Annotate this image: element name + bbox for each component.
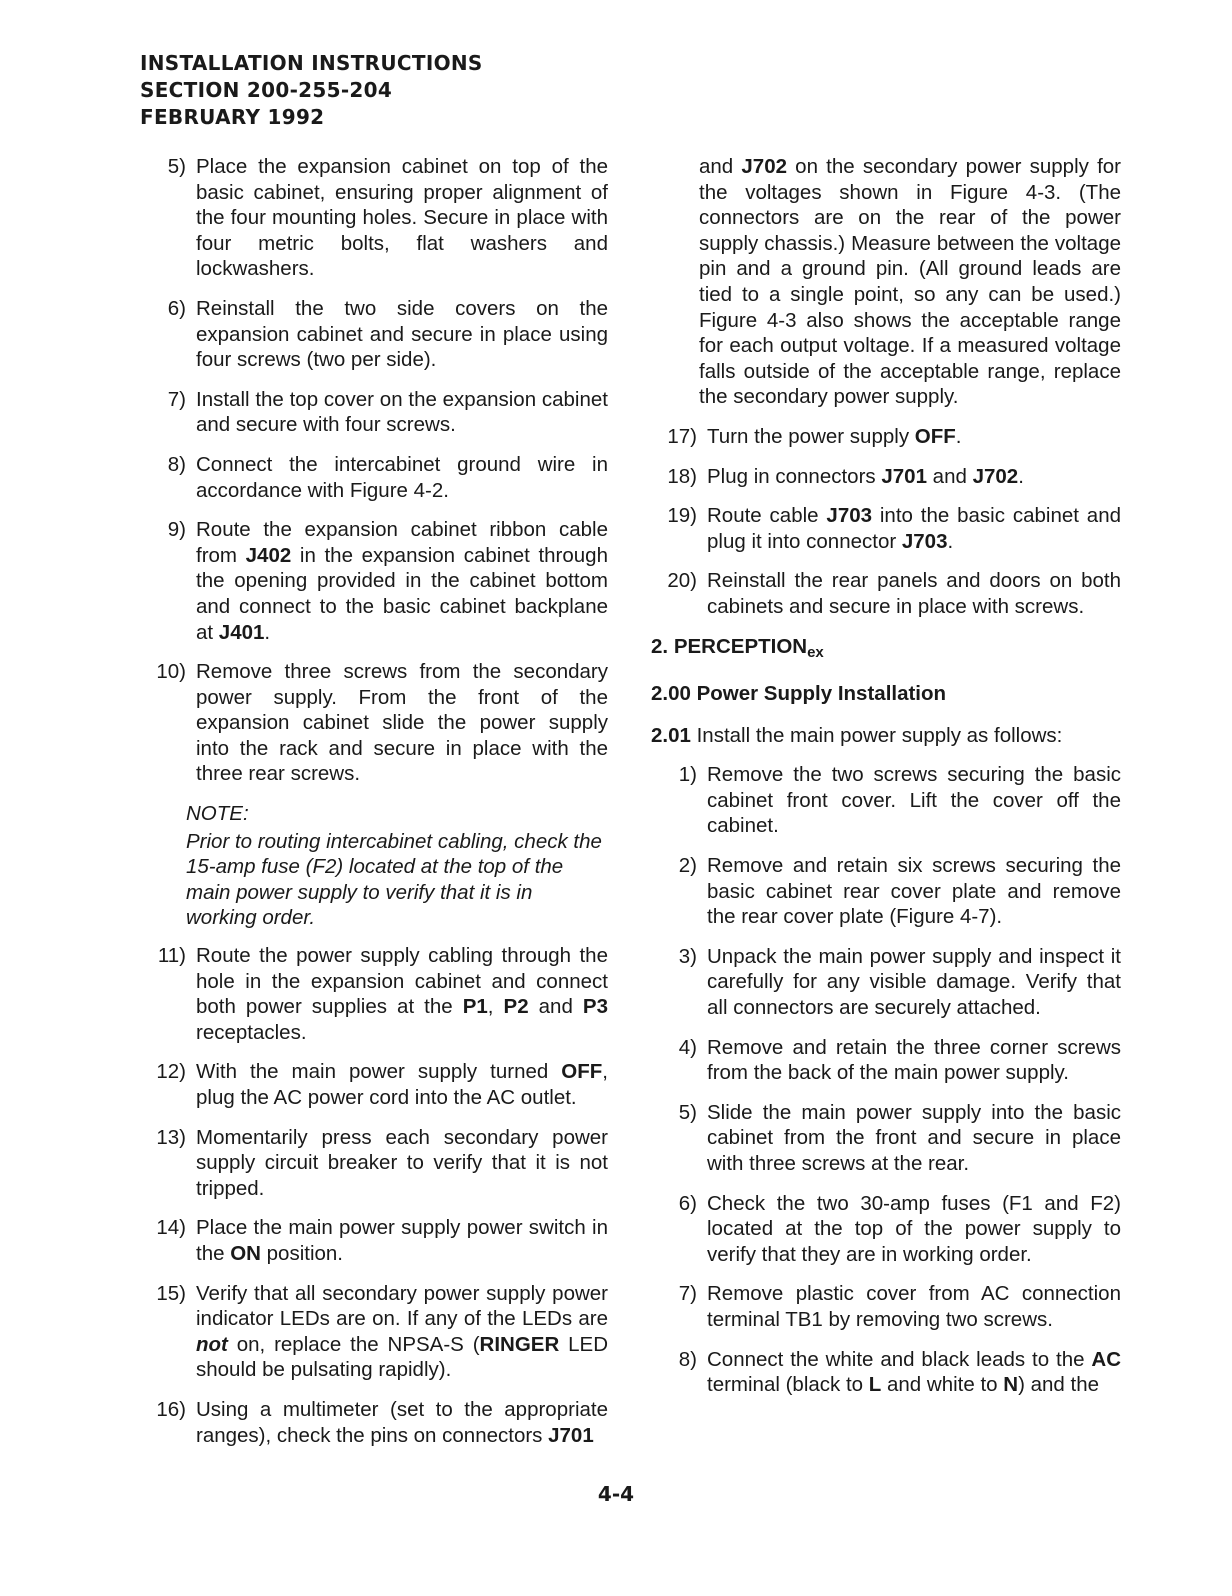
step-number: 10) bbox=[156, 660, 186, 684]
list-item bbox=[651, 1281, 1121, 1332]
step-number: 6) bbox=[167, 296, 186, 320]
list-item bbox=[651, 853, 1121, 930]
step-text: Slide the main power supply into the basic cabinet from the front and secure in place with three screws at the rear. bbox=[707, 1100, 1121, 1175]
step-number: 4) bbox=[678, 1035, 697, 1059]
step-number: 19) bbox=[667, 504, 697, 528]
step-text: With the main power supply turned OFF, plug the AC power cord into the AC outlet. bbox=[196, 1060, 608, 1109]
step-text: Verify that all secondary power supply power indicator LEDs are on. If any of the LEDs are not on, replace the NPSA-S (RINGER LED should be pulsating rapidly). bbox=[196, 1281, 608, 1382]
step-number: 6) bbox=[678, 1191, 697, 1215]
list-item bbox=[140, 1125, 608, 1202]
list-item bbox=[651, 503, 1121, 554]
step-number: 9) bbox=[167, 518, 186, 542]
step-number: 15) bbox=[156, 1281, 186, 1305]
step-number: 7) bbox=[167, 387, 186, 411]
step-text: Unpack the main power supply and inspect it carefully for any visible damage. Verify that all connectors are securely attached. bbox=[707, 944, 1121, 1020]
list-item bbox=[140, 1397, 608, 1448]
list-item bbox=[140, 517, 608, 645]
note-title: NOTE: bbox=[186, 802, 249, 826]
step-number: 8) bbox=[167, 452, 186, 476]
step-number: 8) bbox=[678, 1347, 697, 1371]
note-text: Prior to routing intercabinet cabling, check the 15-amp fuse (F2) located at the top of the main power supply to verify that it is in working order. bbox=[186, 829, 602, 930]
step-number: 14) bbox=[156, 1216, 186, 1240]
header-title: INSTALLATION INSTRUCTIONS bbox=[140, 51, 483, 75]
step-number: 5) bbox=[678, 1100, 697, 1124]
step-number: 12) bbox=[156, 1060, 186, 1084]
list-item bbox=[140, 296, 608, 373]
step-number: 3) bbox=[678, 944, 697, 968]
step-text: Remove plastic cover from AC connection terminal TB1 by removing two screws. bbox=[707, 1282, 1121, 1331]
list-item bbox=[651, 1347, 1121, 1398]
list-item bbox=[651, 762, 1121, 839]
list-item bbox=[651, 1191, 1121, 1268]
step-number: 7) bbox=[678, 1282, 697, 1306]
step-text: Route the power supply cabling through the hole in the expansion cabinet and connect both power supplies at the P1, P2 and P3 receptacles. bbox=[196, 944, 608, 1044]
list-item bbox=[140, 659, 608, 787]
step-number: 5) bbox=[167, 155, 186, 178]
step-text: Turn the power supply OFF. bbox=[707, 424, 962, 448]
list-item bbox=[140, 154, 608, 282]
note-block bbox=[186, 801, 608, 931]
list-item bbox=[651, 568, 1121, 619]
left-column bbox=[140, 154, 608, 1462]
step-number: 17) bbox=[667, 424, 697, 448]
step-text: Using a multimeter (set to the appropriate ranges), check the pins on connectors J701 bbox=[196, 1397, 608, 1447]
step-text: Reinstall the rear panels and doors on both cabinets and secure in place with screws. bbox=[707, 569, 1121, 618]
list-item bbox=[140, 452, 608, 503]
step-text: Plug in connectors J701 and J702. bbox=[707, 464, 1024, 488]
step-continuation: and J702 on the secondary power supply for the voltages shown in Figure 4-3. (The connectors are on the rear of the power supply chassis.) Measure between the voltage pin and a ground pin. (All ground leads are tied to a single point, so any can be used.) Figure 4-3 also shows the acceptable range for each output voltage. If a measured voltage falls outside of the acceptable range, replace the secondary power supply. bbox=[699, 155, 1121, 409]
step-text: Route cable J703 into the basic cabinet and plug it into connector J703. bbox=[707, 504, 1121, 553]
list-item bbox=[140, 1281, 608, 1383]
step-text: Place the main power supply power switch in the ON position. bbox=[196, 1216, 608, 1265]
step-text: Remove three screws from the secondary power supply. From the front of the expansion cabinet slide the power supply into the rack and secure in place with the three rear screws. bbox=[196, 660, 608, 786]
step-text: Place the expansion cabinet on top of the basic cabinet, ensuring proper alignment of the four mounting holes. Secure in place with four metric bolts, flat washers and lockwashers. bbox=[196, 155, 608, 281]
step-text: Remove and retain the three corner screws from the back of the main power supply. bbox=[707, 1035, 1121, 1085]
list-item bbox=[140, 943, 608, 1045]
header-section: SECTION 200-255-204 bbox=[140, 78, 393, 102]
list-item bbox=[651, 944, 1121, 1021]
step-number: 2) bbox=[678, 854, 697, 878]
document-header bbox=[140, 50, 483, 131]
header-date: FEBRUARY 1992 bbox=[140, 105, 325, 129]
step-text: Check the two 30-amp fuses (F1 and F2) located at the top of the power supply to verify that they are in working order. bbox=[707, 1191, 1121, 1266]
step-text: Connect the intercabinet ground wire in accordance with Figure 4-2. bbox=[196, 452, 608, 502]
right-column bbox=[651, 154, 1121, 1412]
step-text: Remove the two screws securing the basic cabinet front cover. Lift the cover off the cabinet. bbox=[707, 763, 1121, 838]
list-item bbox=[651, 1100, 1121, 1177]
step-text: Route the expansion cabinet ribbon cable from J402 in the expansion cabinet through the opening provided in the cabinet bottom and connect to the basic cabinet backplane at J401. bbox=[196, 518, 608, 644]
step-text: Momentarily press each secondary power supply circuit breaker to verify that it is not tripped. bbox=[196, 1125, 608, 1200]
step-text: Install the top cover on the expansion cabinet and secure with four screws. bbox=[196, 387, 608, 437]
list-item bbox=[140, 1215, 608, 1266]
section-heading: 2. $PERCEPTION_{ex}$ bbox=[651, 634, 824, 661]
list-item bbox=[651, 1035, 1121, 1086]
step-number: 11) bbox=[157, 944, 186, 968]
step-text: Remove and retain six screws securing the basic cabinet rear cover plate and remove the rear cover plate (Figure 4-7). bbox=[707, 854, 1121, 929]
step-text: Connect the white and black leads to the AC terminal (black to L and white to N) and the bbox=[707, 1347, 1121, 1397]
step-number: 16) bbox=[156, 1397, 186, 1421]
step-number: 1) bbox=[678, 763, 697, 787]
step-number: 13) bbox=[156, 1125, 186, 1149]
step-number: 20) bbox=[667, 569, 697, 593]
list-item bbox=[651, 424, 1121, 450]
paragraph: 2.01 Install the main power supply as follows: bbox=[651, 723, 1063, 747]
step-number: 18) bbox=[667, 464, 697, 488]
list-item bbox=[140, 1059, 608, 1110]
page-number: 4-4 bbox=[597, 1482, 635, 1506]
list-item bbox=[140, 387, 608, 438]
step-text: Reinstall the two side covers on the expansion cabinet and secure in place using four screws (two per side). bbox=[196, 296, 608, 372]
subsection-heading: 2.00 Power Supply Installation bbox=[651, 682, 947, 706]
list-item bbox=[651, 464, 1121, 490]
